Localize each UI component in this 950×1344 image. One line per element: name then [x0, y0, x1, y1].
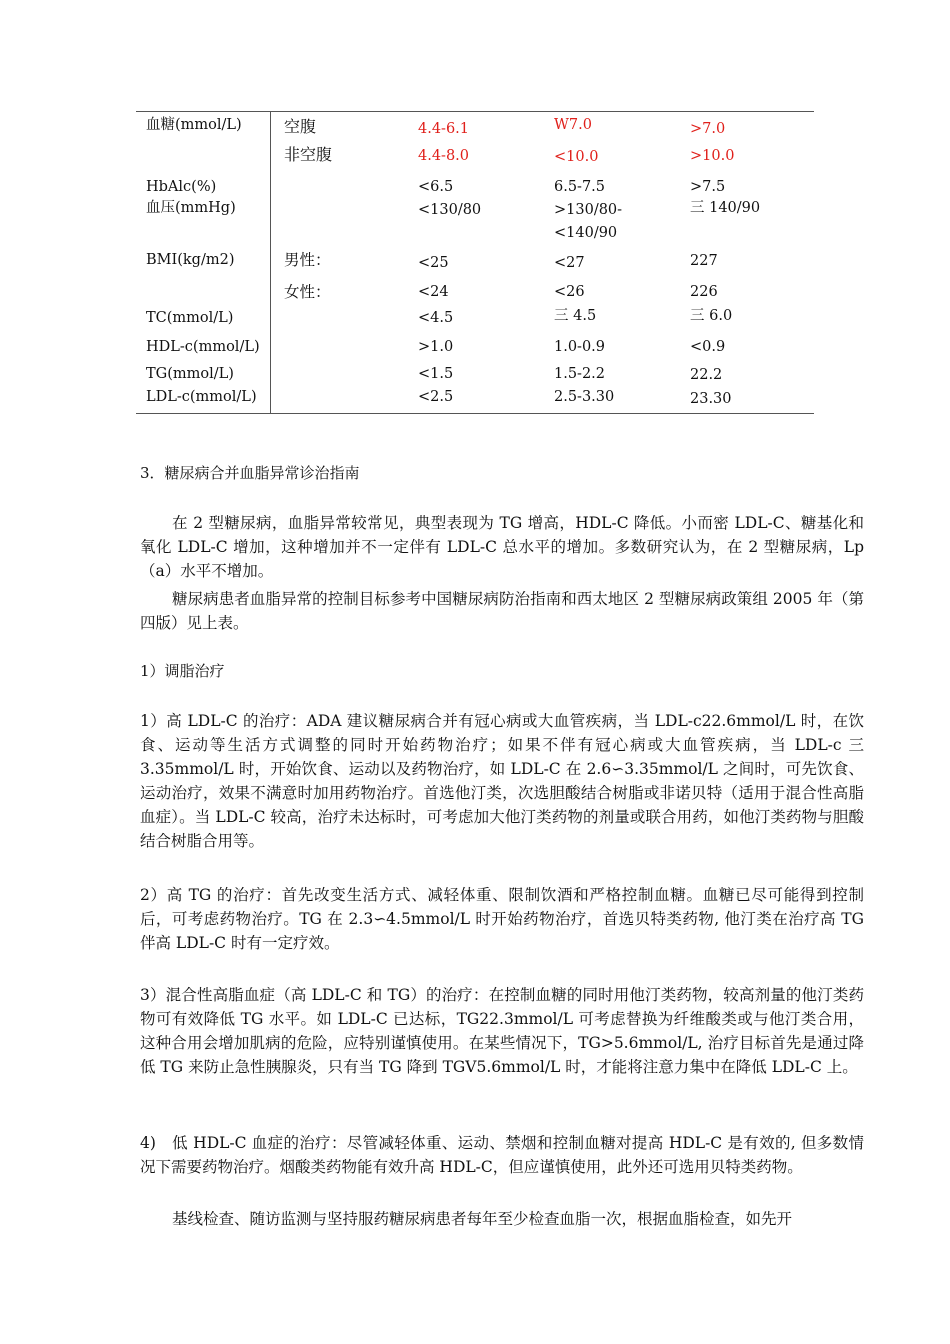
paragraph-mixed-hyperlipidemia: 3）混合性高脂血症（高 LDL-C 和 TG）的治疗：在控制血糖的同时用他汀类药物，较高剂量的他汀类药物可有效降低 TG 水平。如 LDL-C 已达标，TG22.3mmol/L 可考虑替换为纤维酸类或与他汀类合用，这种合用会增加肌病的危险，应特别谨慎使用。在某些情况下，TG>5.6mmol/L, 治疗目标首先是通过降低 TG 来防止急性胰腺炎，只有当 TG 降到 TGV5.6mmol/L 时，才能将注意力集中在降低 LDL-C 上。	[140, 986, 864, 1076]
table-cell-poor: >7.0	[690, 121, 726, 137]
table-cell-fair: >130/80-	[554, 202, 623, 218]
table-cell-good: 4.4-6.1	[418, 121, 470, 137]
paragraph-high-tg-treatment: 2）高 TG 的治疗：首先改变生活方式、减轻体重、限制饮酒和严格控制血糖。血糖已尽可能得到控制后，可考虑药物治疗。TG 在 2.3∽4.5mmol/L 时开始药物治疗，首选贝特类药物, 他汀类在治疗高 TG 伴高 LDL-C 时有一定疗效。	[140, 886, 864, 952]
paragraph-high-ldl-treatment: 1）高 LDL-C 的治疗：ADA 建议糖尿病合并有冠心病或大血管疾病，当 LDL-c22.6mmol/L 时，在饮食、运动等生活方式调整的同时开始药物治疗；如果不伴有冠心病或大血管疾病，当 LDL-c 三 3.35mmol/L 时，开始饮食、运动以及药物治疗，如 LDL-C 在 2.6∽3.35mmol/L 之间时，可先饮食、运动治疗，效果不满意时加用药物治疗。首选他汀类，次选胆酸结合树脂或非诺贝特（适用于混合性高脂血症）。当 LDL-C 较高，治疗未达标时，可考虑加大他汀类药物的剂量或联合用药，如他汀类药物与胆酸结合树脂合用等。	[140, 712, 864, 850]
table-row-sub: 女性：	[284, 283, 331, 301]
table-cell-good: <2.5	[418, 389, 454, 405]
table-row-label: TC(mmol/L)	[146, 310, 234, 326]
diabetes-control-target-table	[136, 111, 814, 414]
table-cell-fair: <26	[554, 284, 585, 300]
table-cell-good: <24	[418, 284, 449, 300]
table-row-label: 血糖(mmol/L)	[146, 117, 242, 133]
table-cell-good: >1.0	[418, 339, 454, 355]
section-title: 3．糖尿病合并血脂异常诊治指南	[140, 464, 360, 482]
table-cell-poor: >10.0	[690, 148, 735, 164]
table-cell-fair-cont: <140/90	[554, 225, 618, 241]
table-row-label: BMI(kg/m2)	[146, 252, 235, 268]
table-cell-fair: 1.5-2.2	[554, 366, 606, 382]
table-cell-good: <6.5	[418, 179, 454, 195]
table-cell-poor: 23.30	[690, 391, 732, 407]
table-row-label: TG(mmol/L)	[146, 366, 234, 382]
table-cell-fair: 三 4.5	[554, 308, 597, 324]
paragraph-low-hdl-treatment: 4) 低 HDL-C 血症的治疗：尽管减轻体重、运动、禁烟和控制血糖对提高 HDL-C 是有效的, 但多数情况下需要药物治疗。烟酸类药物能有效升高 HDL-C，但应谨慎使用，此外还可选用贝特类药物。	[140, 1134, 864, 1176]
table-cell-good: <130/80	[418, 202, 482, 218]
table-cell-good: <4.5	[418, 310, 454, 326]
table-row-label: LDL-c(mmol/L)	[146, 389, 257, 405]
table-row-sub: 非空腹	[284, 145, 333, 164]
table-cell-fair: <27	[554, 255, 585, 271]
table-cell-poor: 22.2	[690, 367, 723, 383]
table-cell-good: 4.4-8.0	[418, 148, 470, 164]
paragraph-baseline-followup: 基线检查、随访监测与坚持服药糖尿病患者每年至少检查血脂一次，根据血脂检查，如先开	[172, 1210, 793, 1228]
table-cell-good: <25	[418, 255, 449, 271]
table-cell-poor: 三 140/90	[690, 200, 761, 216]
table-cell-fair: 2.5-3.30	[554, 389, 615, 405]
table-cell-poor: >7.5	[690, 179, 726, 195]
table-cell-poor: 227	[690, 253, 718, 269]
table-row-label: HDL-c(mmol/L)	[146, 339, 260, 355]
subheading-lipid-therapy: 1）调脂治疗	[140, 662, 225, 680]
table-cell-poor: 三 6.0	[690, 308, 733, 324]
table-row-sub: 男性：	[284, 251, 331, 269]
table-cell-good: <1.5	[418, 366, 454, 382]
table-row-label: 血压(mmHg)	[146, 200, 236, 216]
table-cell-fair: 1.0-0.9	[554, 339, 606, 355]
table-column-divider	[270, 112, 271, 413]
table-cell-fair: 6.5-7.5	[554, 179, 606, 195]
table-cell-fair: W7.0	[554, 117, 592, 133]
paragraph-control-targets: 糖尿病患者血脂异常的控制目标参考中国糖尿病防治指南和西太地区 2 型糖尿病政策组 2005 年（第四版）见上表。	[140, 590, 864, 632]
table-row-sub: 空腹	[284, 117, 317, 136]
table-cell-fair: <10.0	[554, 149, 599, 165]
table-cell-poor: <0.9	[690, 339, 726, 355]
table-row-label: HbAlc(%)	[146, 179, 217, 195]
paragraph-dyslipidemia-intro: 在 2 型糖尿病，血脂异常较常见，典型表现为 TG 增高，HDL-C 降低。小而密 LDL-C、糖基化和氧化 LDL-C 增加，这种增加并不一定伴有 LDL-C 总水平的增加。多数研究认为，在 2 型糖尿病，Lp（a）水平不增加。	[140, 514, 864, 580]
table-cell-poor: 226	[690, 284, 718, 300]
